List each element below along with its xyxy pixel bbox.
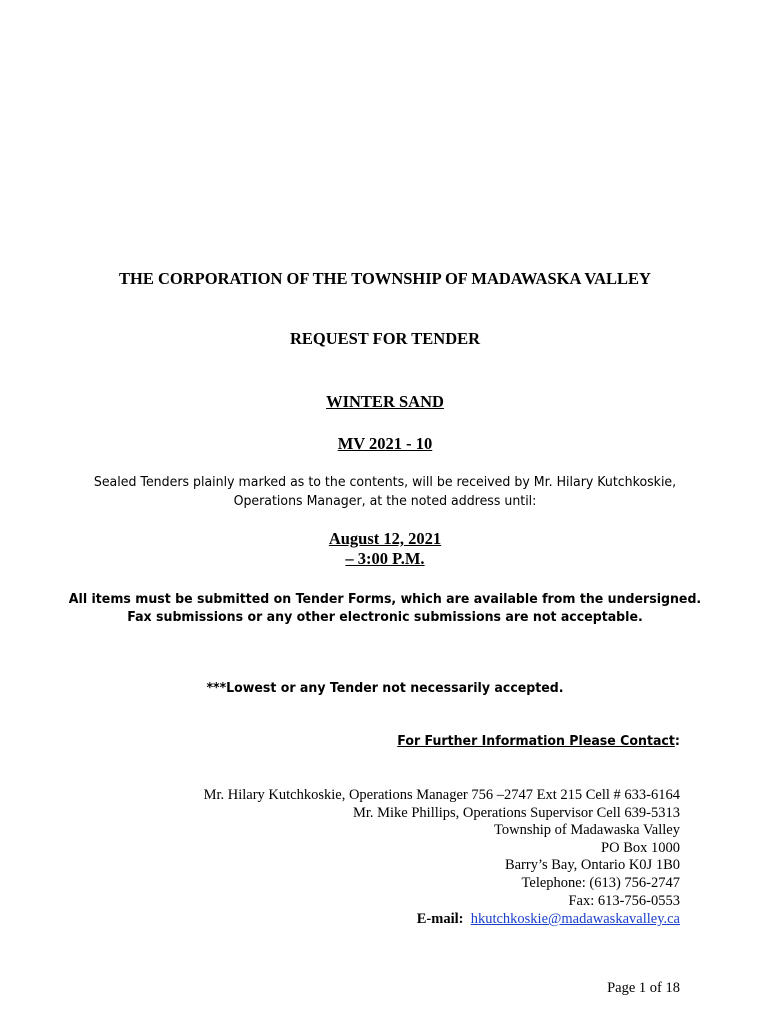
email-link[interactable]: hkutchkoskie@madawaskavalley.ca (470, 911, 680, 927)
contact-line-manager: Mr. Hilary Kutchkoskie, Operations Manager 756 –2747 Ext 215 Cell # 633-6164 (203, 787, 680, 803)
contact-line-email (417, 911, 680, 929)
contact-line-organization: Township of Madawaska Valley (494, 822, 680, 838)
tender-number: MV 2021 - 10 (337, 434, 433, 453)
notice-line-2: Fax submissions or any other electronic submissions are not acceptable. (127, 609, 643, 625)
intro-line-1: Sealed Tenders plainly marked as to the contents, will be received by Mr. Hilary Kutchkoskie, (93, 474, 677, 490)
lowest-tender-notice: ***Lowest or any Tender not necessarily accepted. (206, 680, 564, 696)
intro-line-2: Operations Manager, at the noted address until: (233, 493, 537, 509)
request-type-heading: REQUEST FOR TENDER (289, 329, 481, 348)
email-label: E-mail: (416, 911, 464, 927)
contact-heading-colon: : (674, 733, 680, 749)
notice-line-1: All items must be submitted on Tender Forms, which are available from the undersigned. (68, 591, 702, 607)
page-number: Page 1 of 18 (607, 980, 680, 996)
contact-heading (397, 733, 680, 749)
contact-line-city: Barry’s Bay, Ontario K0J 1B0 (504, 857, 680, 873)
tender-subject: WINTER SAND (326, 392, 444, 411)
deadline-date: August 12, 2021 (328, 529, 442, 548)
deadline-time: – 3:00 P.M. (345, 549, 425, 568)
contact-line-telephone: Telephone: (613) 756-2747 (521, 875, 680, 891)
contact-line-po-box: PO Box 1000 (601, 840, 680, 856)
contact-line-supervisor: Mr. Mike Phillips, Operations Supervisor Cell 639-5313 (352, 805, 680, 821)
contact-line-fax: Fax: 613-756-0553 (568, 893, 680, 909)
document-title: THE CORPORATION OF THE TOWNSHIP OF MADAWASKA VALLEY (119, 269, 651, 288)
contact-heading-text: For Further Information Please Contact (397, 733, 675, 749)
